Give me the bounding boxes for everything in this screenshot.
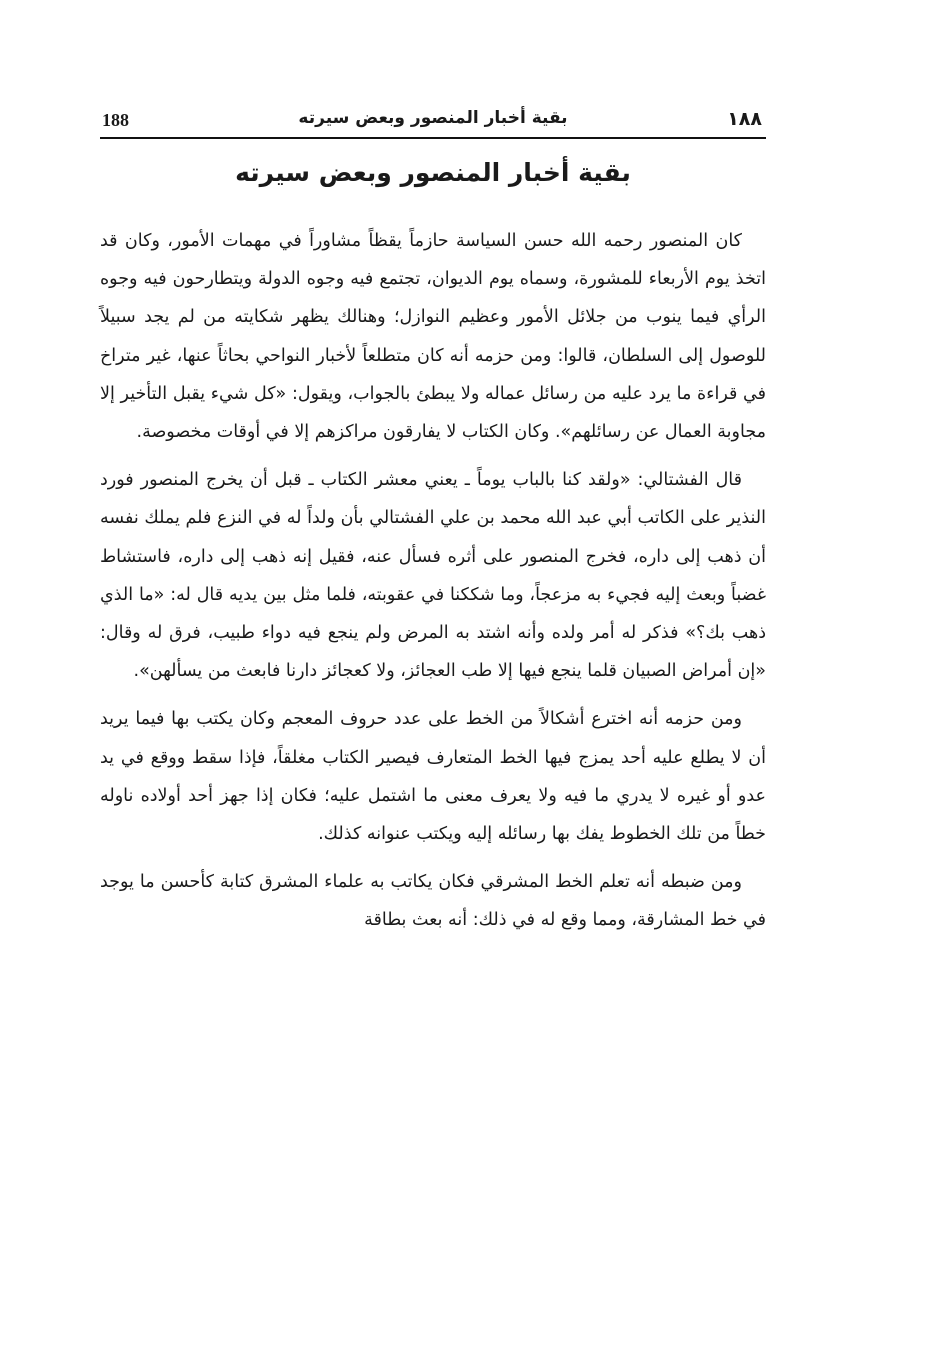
running-header — [100, 108, 766, 138]
body-text — [100, 222, 766, 950]
running-title: بقية أخبار المنصور وبعض سيرته — [298, 108, 568, 128]
paragraph: قال الفشتالي: «ولقد كنا بالباب يوماً ـ يعني معشر الكتاب ـ قبل أن يخرج المنصور فورد النذير على الكاتب أبي عبد الله محمد بن علي الفشتالي بأن ولداً له في النزع فلم يملك نفسه أن ذهب إلى داره، فخرج المنصور على أثره فسأل عنه، فقيل إنه ذهب إلى داره، فاستشاط غضباً وبعث إليه فجيء به مزعجاً، وما شككنا في عقوبته، فلما مثل بين يديه قال له: «ما الذي ذهب بك؟» فذكر له أمر ولده وأنه اشتد به المرض ولم ينجع فيه دواء طبيب، فرق له وقال: «إن أمراض الصبيان قلما ينجع فيها إلا طب العجائز، ولا كعجائز دارنا فابعث من يسألهن». — [100, 470, 766, 682]
page-number-latin: 188 — [102, 110, 129, 130]
paragraph: ومن ضبطه أنه تعلم الخط المشرقي فكان يكاتب به علماء المشرق كتابة كأحسن ما يوجد في خط المشارقة، ومما وقع له في ذلك: أنه بعث بطاقة — [100, 872, 766, 931]
paragraph: كان المنصور رحمه الله حسن السياسة حازماً يقظاً مشاوراً في مهمات الأمور، وكان قد اتخذ يوم الأربعاء للمشورة، وسماه يوم الديوان، تجتمع فيه وجوه الدولة ويتطارحون فيه وجوه الرأي فيما ينوب من جلائل الأمور وعظيم النوازل؛ وهنالك يظهر شكايته من لم يجد سبيلاً للوصول إلى السلطان، قالوا: ومن حزمه أنه كان متطلعاً لأخبار النواحي بحاثاً عنها، غير متراخ في قراءة ما يرد عليه من رسائل عماله ولا يبطئ بالجواب، ويقول: «كل شيء يقبل التأخير إلا مجاوبة العمال عن رسائلهم». وكان الكتاب لا يفارقون مراكزهم إلا في أوقات مخصوصة. — [100, 231, 766, 443]
paragraph: ومن حزمه أنه اخترع أشكالاً من الخط على عدد حروف المعجم وكان يكتب بها فيما يريد أن لا يطلع عليه أحد يمزج فيها الخط المتعارف فيصير الكتاب مغلقاً، فإذا سقط ووقع في يد عدو أو غيره لا يدري ما فيه ولا يعرف معنى ما اشتمل عليه؛ فكان إذا جهز أحد أولاده ناوله خطاً من تلك الخطوط يفك بها رسائله إليه ويكتب عنوانه كذلك. — [100, 709, 766, 845]
header-rule — [100, 137, 766, 139]
page-number-arabic: ١٨٨ — [727, 108, 762, 130]
chapter-title: بقية أخبار المنصور وبعض سيرته — [235, 158, 631, 187]
